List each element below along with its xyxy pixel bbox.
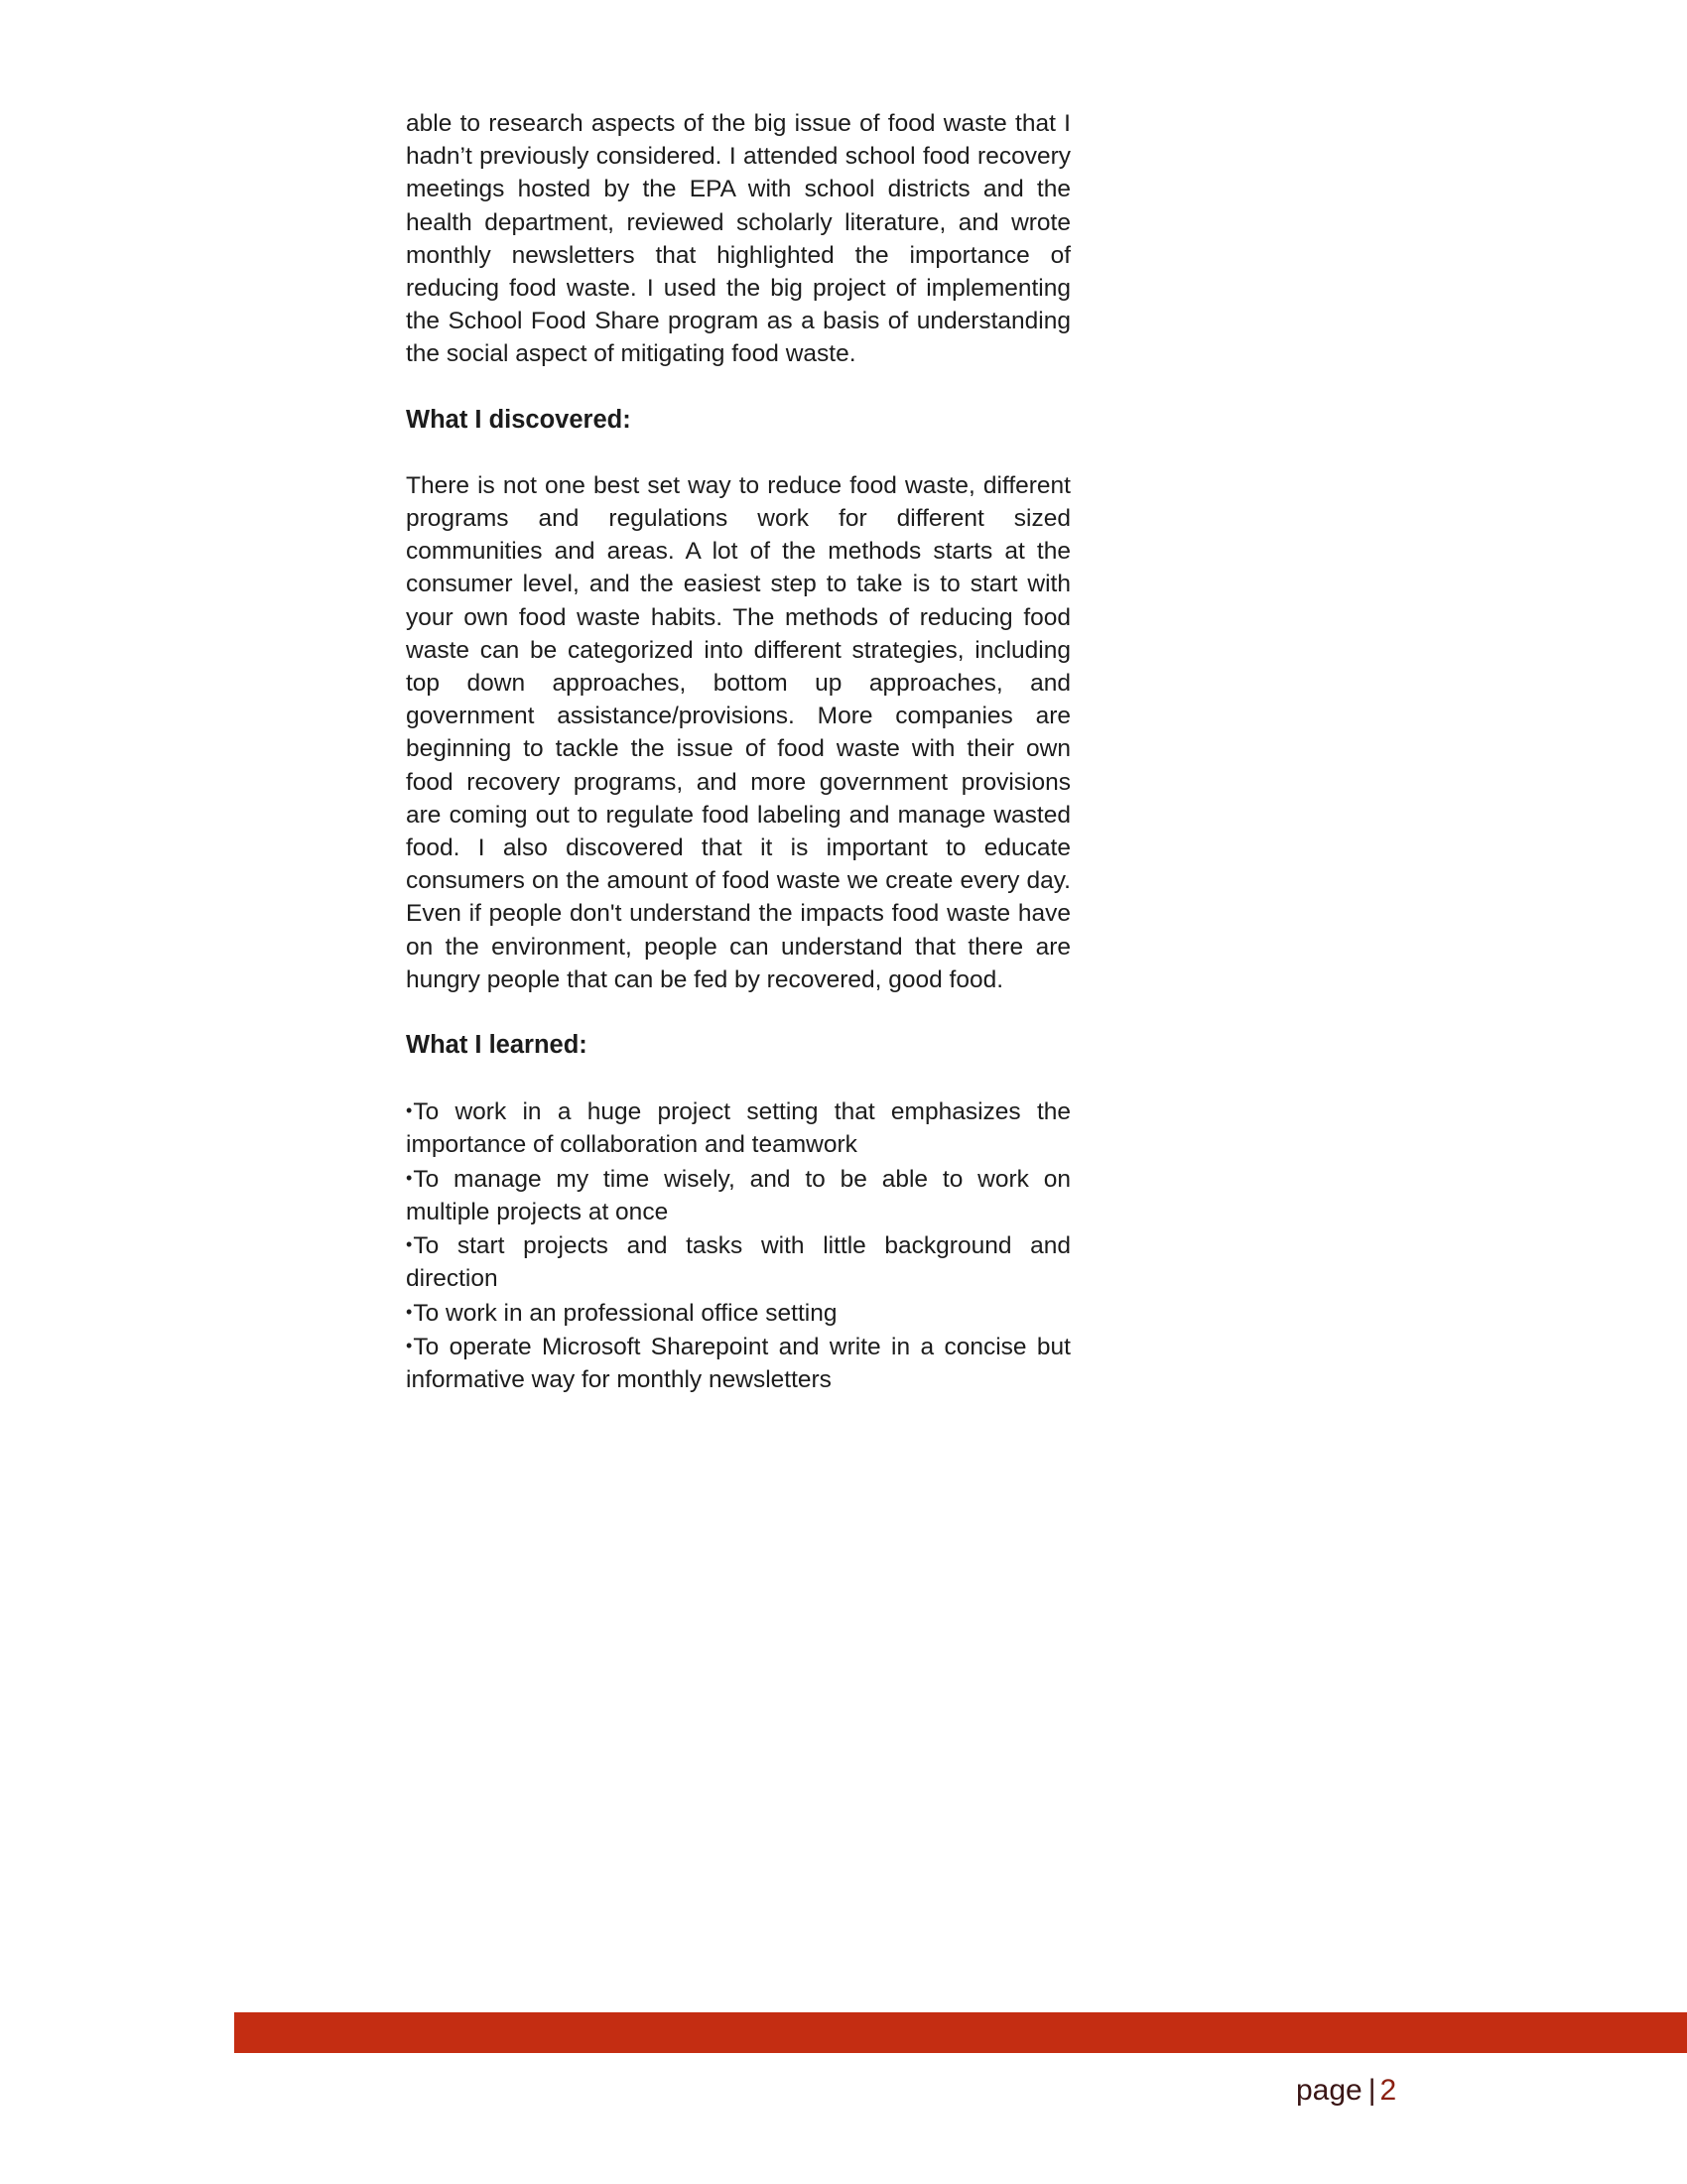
list-item-text: To start projects and tasks with little background and direction — [406, 1232, 1071, 1293]
page-number-value: 2 — [1379, 2074, 1397, 2107]
discovered-paragraph: There is not one best set way to reduce food waste, different programs and regulations work for different sized communities and areas. A lot of the methods starts at the consumer level, and the easiest step to take is to start with your own food waste habits. The methods of reducing food waste can be categorized into different strategies, including top down approaches, bottom up approaches, and government assistance/provisions. More companies are beginning to tackle the issue of food waste with their own food recovery programs, and more government provisions are coming out to regulate food labeling and manage wasted food. I also discovered that it is important to educate consumers on the amount of food waste we create every day. Even if people don't understand the impacts food waste have on the environment, people can understand that there are hungry people that can be fed by recovered, good food. — [406, 471, 1071, 993]
spacer — [406, 1062, 1071, 1094]
list-item — [406, 1228, 1071, 1295]
bullet-icon: • — [406, 1167, 413, 1188]
page-label: page — [1296, 2074, 1363, 2107]
list-item-text: To manage my time wisely, and to be able to work on multiple projects at once — [406, 1165, 1071, 1225]
bullet-icon: • — [406, 1301, 413, 1322]
list-item — [406, 1330, 1071, 1396]
bullet-icon: • — [406, 1335, 413, 1355]
learned-list — [406, 1094, 1071, 1396]
spacer — [406, 996, 1071, 1029]
list-item-text: To work in a huge project setting that emphasizes the importance of collaboration and teamwork — [406, 1098, 1071, 1159]
list-item — [406, 1162, 1071, 1228]
list-item — [406, 1296, 1071, 1330]
footer-accent-bar — [234, 2012, 1687, 2053]
spacer — [406, 371, 1071, 404]
list-item — [406, 1094, 1071, 1161]
bullet-icon: • — [406, 1100, 413, 1121]
bullet-icon: • — [406, 1234, 413, 1255]
page-number — [1296, 2071, 1396, 2111]
list-item-text: To operate Microsoft Sharepoint and write in a concise but informative way for monthly newsletters — [406, 1333, 1071, 1393]
discovered-heading: What I discovered: — [406, 405, 631, 434]
page-separator: | — [1367, 2074, 1376, 2107]
list-item-text: To work in an professional office setting — [413, 1299, 838, 1327]
intro-paragraph: able to research aspects of the big issue of food waste that I hadn’t previously considered. I attended school food recovery meetings hosted by the EPA with school districts and the health department, reviewed scholarly literature, and wrote monthly newsletters that highlighted the importance of reducing food waste. I used the big project of implementing the School Food Share program as a basis of understanding the social aspect of mitigating food waste. — [406, 110, 1071, 368]
learned-heading: What I learned: — [406, 1031, 587, 1060]
document-body — [406, 107, 1071, 1396]
spacer — [406, 437, 1071, 469]
